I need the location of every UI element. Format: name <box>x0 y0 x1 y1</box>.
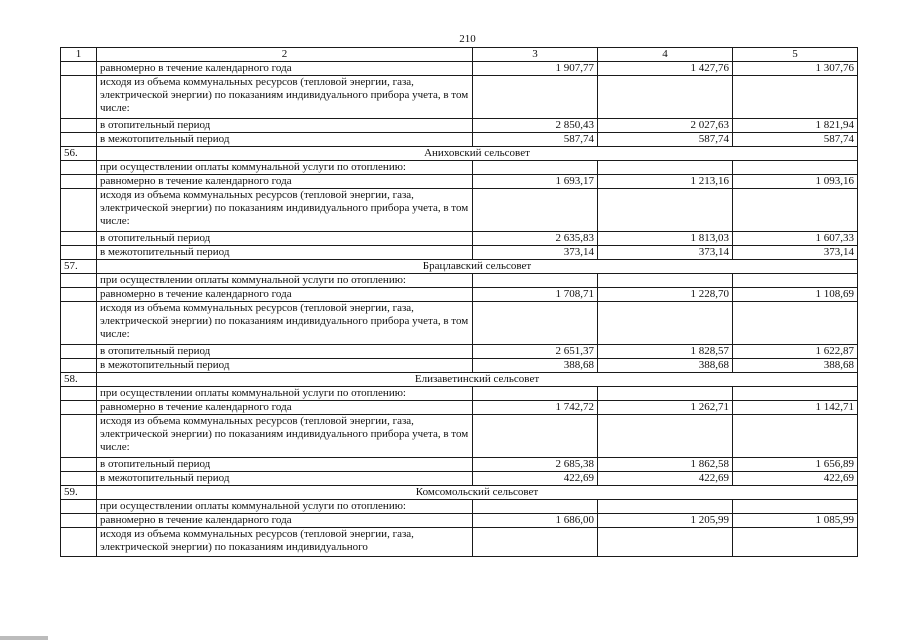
header-col-5: 5 <box>733 48 858 62</box>
page-number: 210 <box>459 33 476 45</box>
row-number-cell <box>61 472 97 486</box>
col4-value: 388,68 <box>598 359 733 373</box>
table-row <box>61 288 858 302</box>
table-row <box>61 401 858 415</box>
row-label: исходя из объема коммунальных ресурсов (тепловой энергии, газа, электрической энергии) по показаниям индивидуального прибора учета, в том числе: <box>97 302 473 345</box>
col4-value: 1 813,03 <box>598 232 733 246</box>
col4-value <box>598 500 733 514</box>
section-name: Елизаветинский сельсовет <box>97 373 858 387</box>
col5-value: 1 108,69 <box>733 288 858 302</box>
header-col-3: 3 <box>473 48 598 62</box>
row-label: при осуществлении оплаты коммунальной услуги по отоплению: <box>97 274 473 288</box>
row-label: в межотопительный период <box>97 472 473 486</box>
col3-value: 2 651,37 <box>473 345 598 359</box>
row-label: в межотопительный период <box>97 246 473 260</box>
col3-value: 1 907,77 <box>473 62 598 76</box>
col3-value: 1 693,17 <box>473 175 598 189</box>
col4-value <box>598 76 733 119</box>
row-number-cell <box>61 119 97 133</box>
table-row <box>61 472 858 486</box>
col4-value: 1 205,99 <box>598 514 733 528</box>
section-name: Комсомольский сельсовет <box>97 486 858 500</box>
col3-value <box>473 189 598 232</box>
col5-value <box>733 387 858 401</box>
row-number-cell <box>61 387 97 401</box>
col4-value <box>598 415 733 458</box>
header-col-2: 2 <box>97 48 473 62</box>
col3-value: 422,69 <box>473 472 598 486</box>
table-header-row <box>61 48 858 62</box>
col3-value: 388,68 <box>473 359 598 373</box>
col5-value <box>733 302 858 345</box>
row-number-cell <box>61 175 97 189</box>
col4-value <box>598 528 733 557</box>
row-number-cell <box>61 302 97 345</box>
table-row <box>61 246 858 260</box>
row-label: в межотопительный период <box>97 359 473 373</box>
row-label: равномерно в течение календарного года <box>97 62 473 76</box>
row-label: при осуществлении оплаты коммунальной услуги по отоплению: <box>97 500 473 514</box>
col4-value <box>598 274 733 288</box>
row-label: в отопительный период <box>97 232 473 246</box>
col5-value <box>733 76 858 119</box>
col4-value <box>598 302 733 345</box>
header-col-4: 4 <box>598 48 733 62</box>
row-number-cell <box>61 514 97 528</box>
col5-value: 1 307,76 <box>733 62 858 76</box>
row-number-cell <box>61 415 97 458</box>
row-number-cell <box>61 274 97 288</box>
row-number-cell <box>61 189 97 232</box>
col4-value <box>598 387 733 401</box>
col5-value: 1 085,99 <box>733 514 858 528</box>
col5-value <box>733 189 858 232</box>
table-row <box>61 119 858 133</box>
header-col-1: 1 <box>61 48 97 62</box>
col5-value <box>733 161 858 175</box>
col4-value <box>598 189 733 232</box>
row-number-cell <box>61 133 97 147</box>
col3-value <box>473 274 598 288</box>
col4-value: 1 828,57 <box>598 345 733 359</box>
row-number-cell <box>61 232 97 246</box>
table-row <box>61 387 858 401</box>
col5-value: 1 821,94 <box>733 119 858 133</box>
row-label: исходя из объема коммунальных ресурсов (тепловой энергии, газа, электрической энергии) по показаниям индивидуального прибора учета, в том числе: <box>97 189 473 232</box>
section-number: 57. <box>61 260 97 274</box>
table-row-multiline <box>61 302 858 345</box>
col4-value: 1 427,76 <box>598 62 733 76</box>
table-row <box>61 345 858 359</box>
row-number-cell <box>61 359 97 373</box>
col3-value: 1 708,71 <box>473 288 598 302</box>
row-number-cell <box>61 246 97 260</box>
row-number-cell <box>61 458 97 472</box>
col5-value: 1 622,87 <box>733 345 858 359</box>
col5-value <box>733 500 858 514</box>
col5-value: 422,69 <box>733 472 858 486</box>
section-name: Аниховский сельсовет <box>97 147 858 161</box>
row-number-cell <box>61 288 97 302</box>
col3-value <box>473 528 598 557</box>
row-label: при осуществлении оплаты коммунальной услуги по отоплению: <box>97 161 473 175</box>
table-row <box>61 62 858 76</box>
col4-value <box>598 161 733 175</box>
table-row <box>61 175 858 189</box>
section-row <box>61 373 858 387</box>
tariff-table <box>60 47 858 557</box>
row-number-cell <box>61 528 97 557</box>
section-number: 56. <box>61 147 97 161</box>
table-row <box>61 514 858 528</box>
row-label: исходя из объема коммунальных ресурсов (тепловой энергии, газа, электрической энергии) по показаниям индивидуального прибора учета, в том числе: <box>97 415 473 458</box>
col3-value <box>473 500 598 514</box>
col3-value: 2 635,83 <box>473 232 598 246</box>
col3-value <box>473 76 598 119</box>
row-label: в отопительный период <box>97 119 473 133</box>
col4-value: 1 213,16 <box>598 175 733 189</box>
row-label: исходя из объема коммунальных ресурсов (тепловой энергии, газа, электрической энергии) по показаниям индивидуального <box>97 528 473 557</box>
row-label: в отопительный период <box>97 458 473 472</box>
col4-value: 373,14 <box>598 246 733 260</box>
table-row-multiline <box>61 415 858 458</box>
col4-value: 1 228,70 <box>598 288 733 302</box>
row-number-cell <box>61 500 97 514</box>
col3-value <box>473 415 598 458</box>
col3-value <box>473 387 598 401</box>
row-number-cell <box>61 345 97 359</box>
section-name: Брацлавский сельсовет <box>97 260 858 274</box>
table-row <box>61 133 858 147</box>
table-row <box>61 274 858 288</box>
table-row <box>61 232 858 246</box>
col5-value <box>733 528 858 557</box>
col4-value: 587,74 <box>598 133 733 147</box>
col5-value: 1 142,71 <box>733 401 858 415</box>
row-label: равномерно в течение календарного года <box>97 175 473 189</box>
section-row <box>61 147 858 161</box>
col3-value: 2 685,38 <box>473 458 598 472</box>
row-label: равномерно в течение календарного года <box>97 514 473 528</box>
row-number-cell <box>61 76 97 119</box>
col3-value <box>473 161 598 175</box>
col5-value: 1 607,33 <box>733 232 858 246</box>
col3-value: 2 850,43 <box>473 119 598 133</box>
col5-value: 1 656,89 <box>733 458 858 472</box>
row-number-cell <box>61 161 97 175</box>
page-edge-scrap <box>0 636 48 640</box>
row-label: в межотопительный период <box>97 133 473 147</box>
section-number: 58. <box>61 373 97 387</box>
section-row <box>61 486 858 500</box>
col4-value: 422,69 <box>598 472 733 486</box>
row-label: исходя из объема коммунальных ресурсов (тепловой энергии, газа, электрической энергии) по показаниям индивидуального прибора учета, в том числе: <box>97 76 473 119</box>
table-row <box>61 458 858 472</box>
col3-value: 1 742,72 <box>473 401 598 415</box>
col3-value <box>473 302 598 345</box>
table-row-multiline <box>61 528 858 557</box>
col4-value: 1 862,58 <box>598 458 733 472</box>
table-row-multiline <box>61 189 858 232</box>
col5-value: 587,74 <box>733 133 858 147</box>
section-number: 59. <box>61 486 97 500</box>
col4-value: 1 262,71 <box>598 401 733 415</box>
col3-value: 587,74 <box>473 133 598 147</box>
table-row <box>61 500 858 514</box>
row-label: при осуществлении оплаты коммунальной услуги по отоплению: <box>97 387 473 401</box>
table-row <box>61 161 858 175</box>
row-label: в отопительный период <box>97 345 473 359</box>
table-row <box>61 359 858 373</box>
section-row <box>61 260 858 274</box>
col5-value: 388,68 <box>733 359 858 373</box>
row-number-cell <box>61 62 97 76</box>
table-row-multiline <box>61 76 858 119</box>
col5-value: 1 093,16 <box>733 175 858 189</box>
row-label: равномерно в течение календарного года <box>97 288 473 302</box>
col3-value: 373,14 <box>473 246 598 260</box>
col5-value: 373,14 <box>733 246 858 260</box>
tariff-table-body <box>61 48 858 557</box>
col5-value <box>733 415 858 458</box>
col4-value: 2 027,63 <box>598 119 733 133</box>
row-number-cell <box>61 401 97 415</box>
col5-value <box>733 274 858 288</box>
row-label: равномерно в течение календарного года <box>97 401 473 415</box>
col3-value: 1 686,00 <box>473 514 598 528</box>
